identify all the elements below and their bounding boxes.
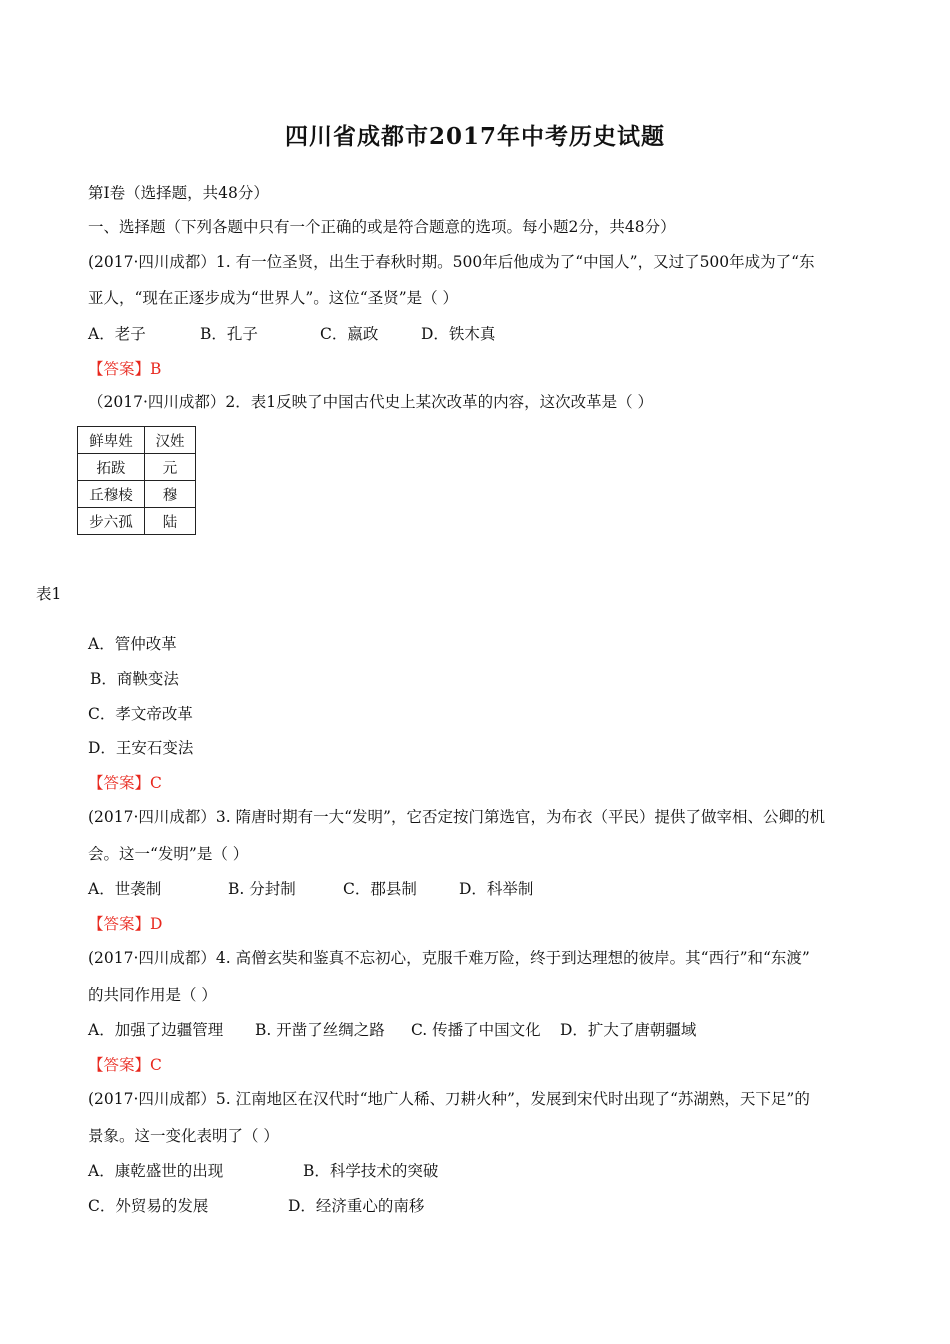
option-a: A．老子 xyxy=(88,325,146,343)
option-d: D．经济重心的南移 xyxy=(288,1197,425,1215)
option-a: A．加强了边疆管理 xyxy=(88,1021,224,1039)
option-c: C．孝文帝改革 xyxy=(88,705,193,723)
question-5-line-1: (2017·四川成都）5. 江南地区在汉代时“地广人稀、刀耕火种”，发展到宋代时出现了“苏湖熟，天下足”的 xyxy=(88,1090,810,1108)
option-c: C．外贸易的发展 xyxy=(88,1197,209,1215)
question-1-options xyxy=(88,322,495,344)
question-5-line-2: 景象。这一变化表明了（ ） xyxy=(88,1127,279,1145)
question-3-line-2: 会。这一“发明”是（ ） xyxy=(88,845,249,863)
question-4-options xyxy=(88,1018,696,1040)
table-row xyxy=(78,481,196,508)
section-heading: 第I卷（选择题，共48分） xyxy=(88,184,269,202)
table-cell: 元 xyxy=(145,454,196,481)
table-header-row xyxy=(78,427,196,454)
table-header: 汉姓 xyxy=(145,427,196,454)
answer-4: 【答案】C xyxy=(88,1056,162,1074)
question-1-line-1: (2017·四川成都）1. 有一位圣贤，出生于春秋时期。500年后他成为了“中国人”，又过了500年成为了“东 xyxy=(88,253,815,271)
answer-3: 【答案】D xyxy=(88,915,163,933)
table-cell: 丘穆棱 xyxy=(78,481,145,508)
option-a: A．世袭制 xyxy=(88,880,162,898)
option-c: C. 传播了中国文化 xyxy=(411,1021,541,1039)
question-2-line-1: （2017·四川成都）2．表1反映了中国古代史上某次改革的内容，这次改革是（ ） xyxy=(88,393,654,411)
table-cell: 步六孤 xyxy=(78,508,145,535)
question-1-line-2: 亚人，“现在正逐步成为“世界人”。这位“圣贤”是（ ） xyxy=(88,289,459,307)
option-b: B．商鞅变法 xyxy=(90,670,179,688)
instructions: 一、选择题（下列各题中只有一个正确的或是符合题意的选项。每小题2分，共48分） xyxy=(88,218,676,236)
table-cell: 拓跋 xyxy=(78,454,145,481)
question-3-line-1: (2017·四川成都）3. 隋唐时期有一大“发明”，它否定按门第选官，为布衣（平民）提供了做宰相、公卿的机 xyxy=(88,808,825,826)
question-5-options-row-1 xyxy=(88,1159,438,1181)
table-caption: 表1 xyxy=(36,585,62,603)
surname-table xyxy=(77,426,196,535)
option-d: D．科举制 xyxy=(459,880,534,898)
question-5-options-row-2 xyxy=(88,1194,424,1216)
option-b: B．科学技术的突破 xyxy=(303,1162,439,1180)
option-b: B．孔子 xyxy=(200,325,258,343)
question-4-line-1: (2017·四川成都）4. 高僧玄奘和鉴真不忘初心，克服千难万险，终于到达理想的彼岸。其“西行”和“东渡” xyxy=(88,949,810,967)
table-row xyxy=(78,508,196,535)
option-c: C．嬴政 xyxy=(320,325,379,343)
question-3-options xyxy=(88,877,533,899)
option-a: A．管仲改革 xyxy=(88,635,177,653)
option-c: C．郡县制 xyxy=(343,880,417,898)
page-title: 四川省成都市2017年中考历史试题 xyxy=(284,123,665,150)
answer-1: 【答案】B xyxy=(88,360,162,378)
option-d: D．扩大了唐朝疆域 xyxy=(560,1021,697,1039)
question-4-line-2: 的共同作用是（ ） xyxy=(88,986,217,1004)
table-cell: 陆 xyxy=(145,508,196,535)
option-b: B. 开凿了丝绸之路 xyxy=(255,1021,385,1039)
table-cell: 穆 xyxy=(145,481,196,508)
option-d: D．王安石变法 xyxy=(88,739,194,757)
option-d: D．铁木真 xyxy=(421,325,496,343)
table-header: 鲜卑姓 xyxy=(78,427,145,454)
answer-2: 【答案】C xyxy=(88,774,162,792)
table-row xyxy=(78,454,196,481)
option-a: A．康乾盛世的出现 xyxy=(88,1162,224,1180)
option-b: B. 分封制 xyxy=(228,880,296,898)
